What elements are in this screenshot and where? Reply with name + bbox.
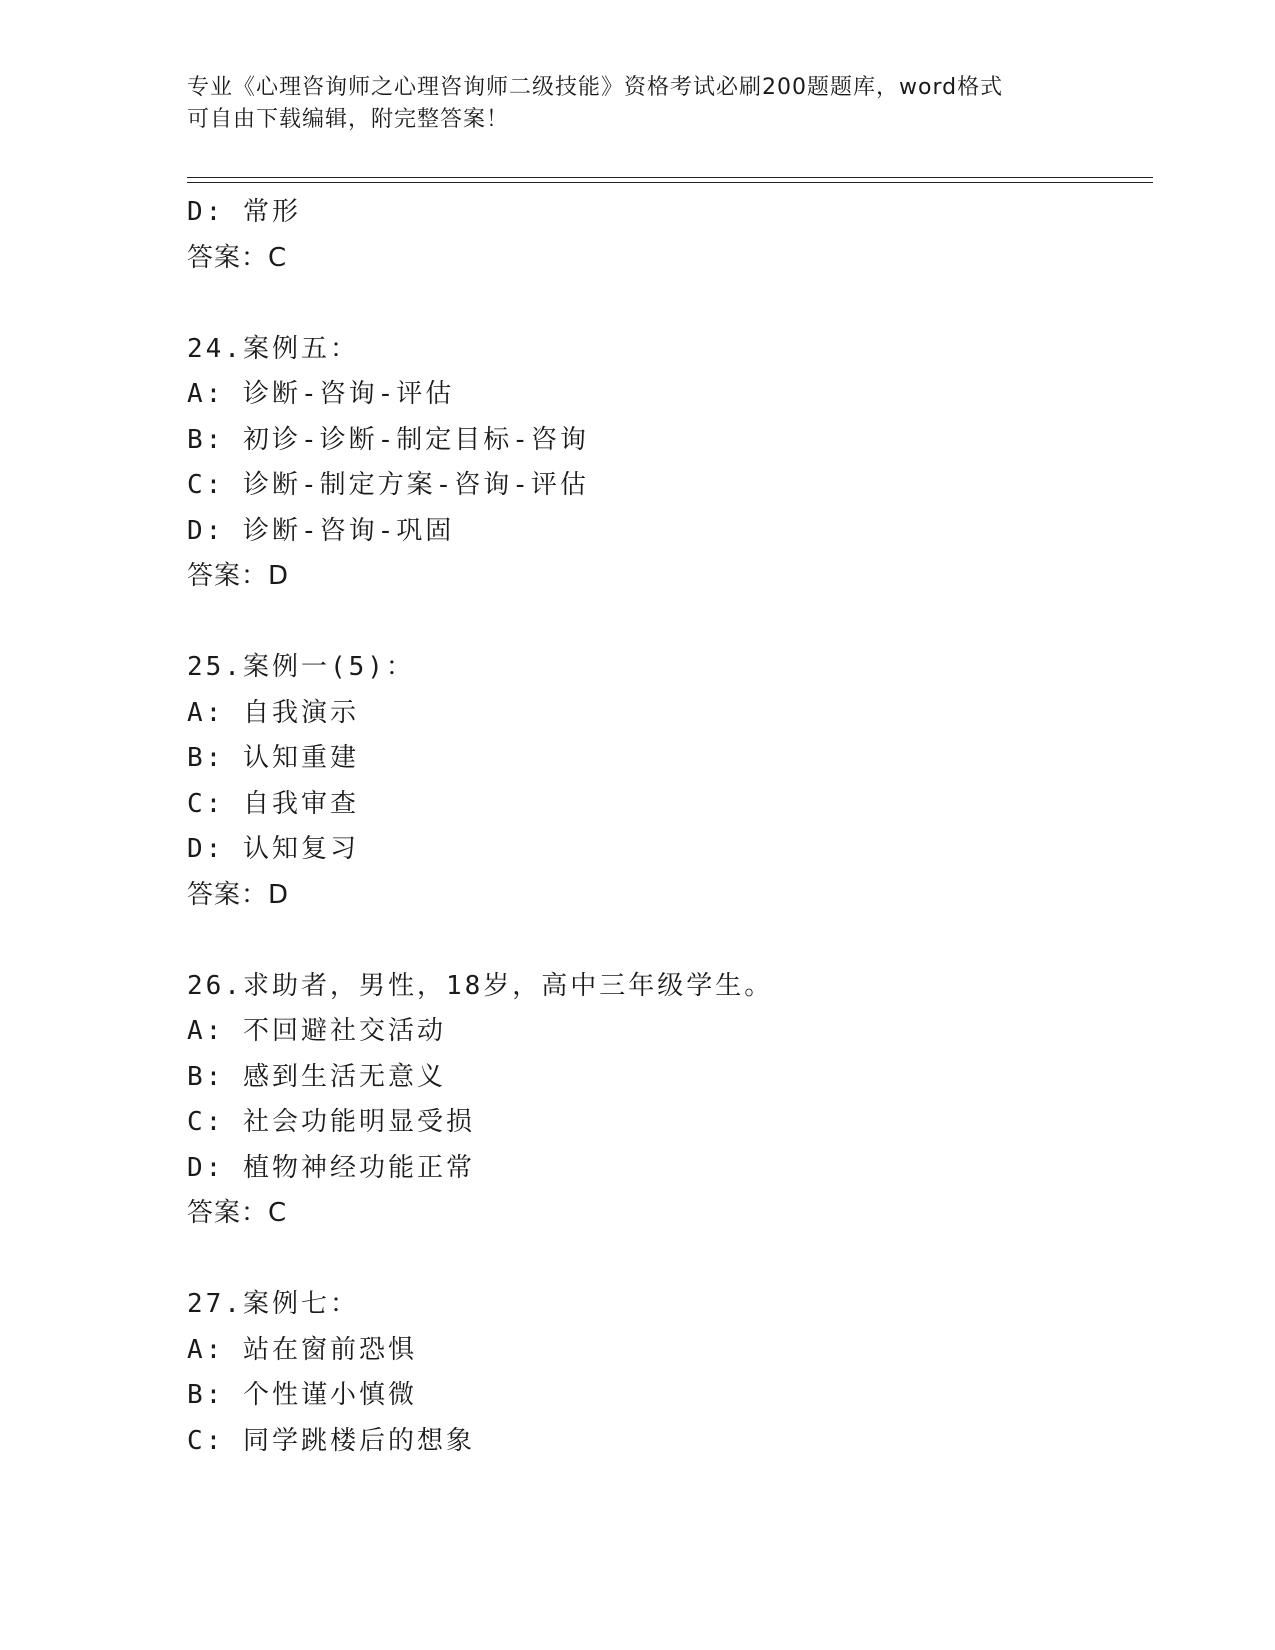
answer-line: 答案：C [187,242,288,273]
option-line: C: 自我审查 [187,788,359,819]
option-line: D: 植物神经功能正常 [187,1152,475,1183]
header-line-1: 专业《心理咨询师之心理咨询师二级技能》资格考试必刷200题题库，word格式 [187,75,1004,100]
option-line: A: 诊断-咨询-评估 [187,379,455,409]
question-stem: 25.案例一(5)： [187,652,415,682]
option-line: A: 站在窗前恐惧 [187,1334,417,1365]
spacer [187,1237,1147,1283]
option-line: D: 诊断-咨询-巩固 [187,515,455,546]
option-line: C: 同学跳楼后的想象 [187,1425,475,1456]
spacer [187,918,1147,964]
spacer [187,281,1147,327]
answer-line: 答案：D [187,561,290,591]
header-line-2: 可自由下载编辑，附完整答案！ [187,107,510,132]
option-line: B: 初诊-诊断-制定目标-咨询 [187,424,589,455]
spacer [187,600,1147,646]
option-line: C: 社会功能明显受损 [187,1107,475,1137]
option-line: A: 自我演示 [187,697,359,728]
option-line: B: 感到生活无意义 [187,1061,446,1092]
header-rule-top [187,177,1153,178]
question-stem: 26.求助者，男性，18岁，高中三年级学生。 [187,970,774,1001]
question-stem: 24.案例五： [187,333,359,364]
option-line: C: 诊断-制定方案-咨询-评估 [187,470,589,500]
answer-line: 答案：D [187,879,290,910]
option-line: B: 个性谨小慎微 [187,1380,417,1410]
question-stem: 27.案例七： [187,1289,359,1319]
header-rule-bottom [187,182,1153,183]
question-list [187,190,1147,1464]
option-line: D: 认知复习 [187,834,359,864]
option-line: A: 不回避社交活动 [187,1016,446,1046]
option-line: D: 常形 [187,197,301,227]
document-header [187,72,1087,136]
answer-line: 答案：C [187,1198,288,1228]
option-line: B: 认知重建 [187,743,359,773]
